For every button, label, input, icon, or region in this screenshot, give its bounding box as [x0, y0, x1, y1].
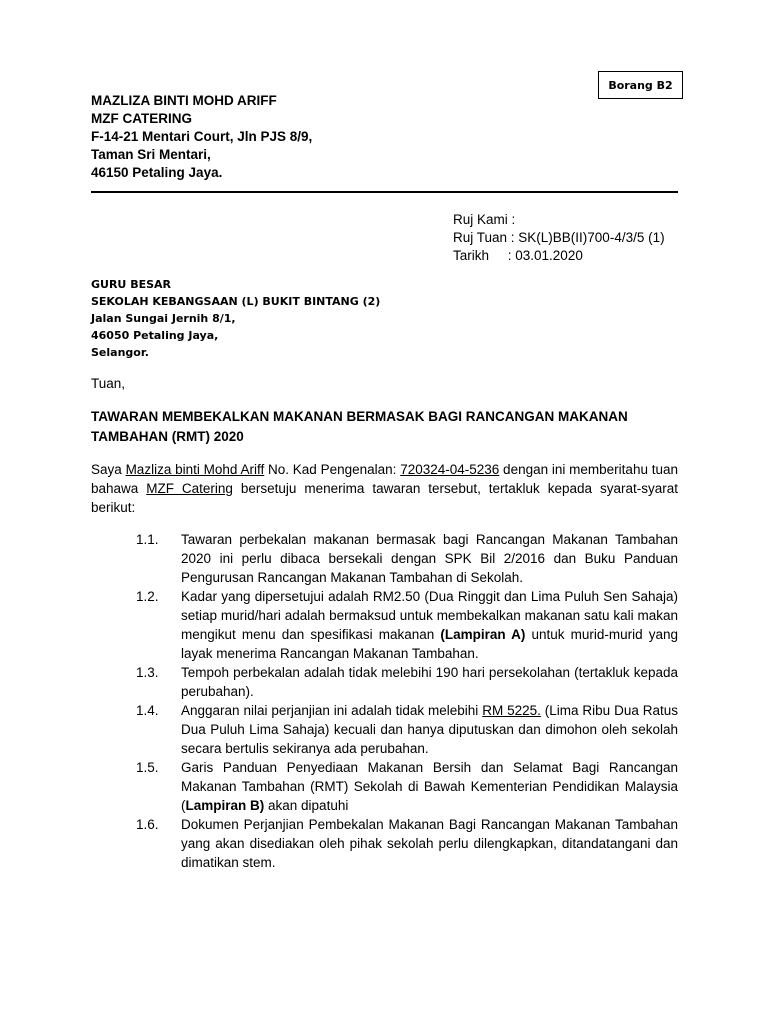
item-text: Anggaran nilai perjanjian ini adalah tidak melebihi RM 5225. (Lima Ribu Dua Ratus Dua Puluh Lima Sahaja) kecuali dan hanya diputuskan dan dimohon oleh sekolah secara bertulis sekiranya ada perubahan.: [181, 703, 678, 756]
contract-amount: RM 5225.: [482, 703, 541, 718]
ref-ruj-kami: Ruj Kami :: [453, 212, 516, 227]
recipient-address-line-3: Selangor.: [91, 346, 149, 359]
sender-address-line-2: Taman Sri Mentari,: [91, 147, 211, 162]
recipient-school: SEKOLAH KEBANGSAAN (L) BUKIT BINTANG (2): [91, 295, 381, 308]
sender-address-line-1: F-14-21 Mentari Court, Jln PJS 8/9,: [91, 129, 313, 144]
intro-ic-number: 720324-04-5236: [400, 462, 500, 477]
item-number: 1.6.: [136, 817, 159, 832]
item-number: 1.4.: [136, 703, 159, 718]
letter-subject: TAWARAN MEMBEKALKAN MAKANAN BERMASAK BAGI RANCANGAN MAKANAN TAMBAHAN (RMT) 2020: [91, 409, 628, 444]
lampiran-a-ref: (Lampiran A): [440, 627, 526, 642]
item-text: Garis Panduan Penyediaan Makanan Bersih dan Selamat Bagi Rancangan Makanan Tambahan (RMT) Sekolah di Bawah Kementerian Pendidikan Malaysia (Lampiran B) akan dipatuhi: [181, 760, 678, 813]
recipient-address-line-2: 46050 Petaling Jaya,: [91, 329, 219, 342]
sender-name: MAZLIZA BINTI MOHD ARIFF: [91, 93, 277, 108]
recipient-address-line-1: Jalan Sungai Jernih 8/1,: [91, 312, 236, 325]
ref-tarikh: Tarikh : 03.01.2020: [453, 248, 583, 263]
item-number: 1.5.: [136, 760, 159, 775]
salutation: Tuan,: [91, 376, 126, 391]
item-text: Kadar yang dipersetujui adalah RM2.50 (Dua Ringgit dan Lima Puluh Sen Sahaja) setiap murid/hari adalah bermaksud untuk membekalkan makanan satu kali makan mengikut menu dan spesifikasi makanan (Lampiran A) untuk murid-murid yang layak menerima Rancangan Makanan Tambahan.: [181, 589, 678, 661]
item-number: 1.3.: [136, 665, 159, 680]
item-number: 1.2.: [136, 589, 159, 604]
sender-address-line-3: 46150 Petaling Jaya.: [91, 165, 223, 180]
form-label: Borang B2: [598, 71, 683, 99]
recipient-title: GURU BESAR: [91, 278, 171, 291]
item-text: Tempoh perbekalan adalah tidak melebihi 190 hari persekolahan (tertakluk kepada perubahan).: [181, 665, 678, 699]
intro-name: Mazliza binti Mohd Ariff: [125, 462, 265, 477]
ref-ruj-tuan: Ruj Tuan : SK(L)BB(II)700-4/3/5 (1): [453, 230, 665, 245]
item-number: 1.1.: [136, 532, 159, 547]
item-text: Tawaran perbekalan makanan bermasak bagi Rancangan Makanan Tambahan 2020 ini perlu dibaca bersekali dengan SPK Bil 2/2016 dan Buku Panduan Pengurusan Rancangan Makanan Tambahan di Sekolah.: [181, 532, 678, 585]
letterhead-divider: [91, 191, 678, 193]
item-text: Dokumen Perjanjian Pembekalan Makanan Bagi Rancangan Makanan Tambahan yang akan disediakan oleh pihak sekolah perlu dilengkapkan, ditandatangani dan dimatikan stem.: [181, 817, 678, 870]
intro-paragraph: Saya Mazliza binti Mohd Ariff No. Kad Pengenalan: 720324-04-5236 dengan ini memberitahu tuan bahawa MZF Catering bersetuju menerima tawaran tersebut, tertakluk kepada syarat-syarat berikut:: [91, 462, 679, 515]
intro-company: MZF Catering: [146, 481, 233, 496]
sender-company: MZF CATERING: [91, 111, 192, 126]
lampiran-b-ref: Lampiran B): [185, 798, 265, 813]
